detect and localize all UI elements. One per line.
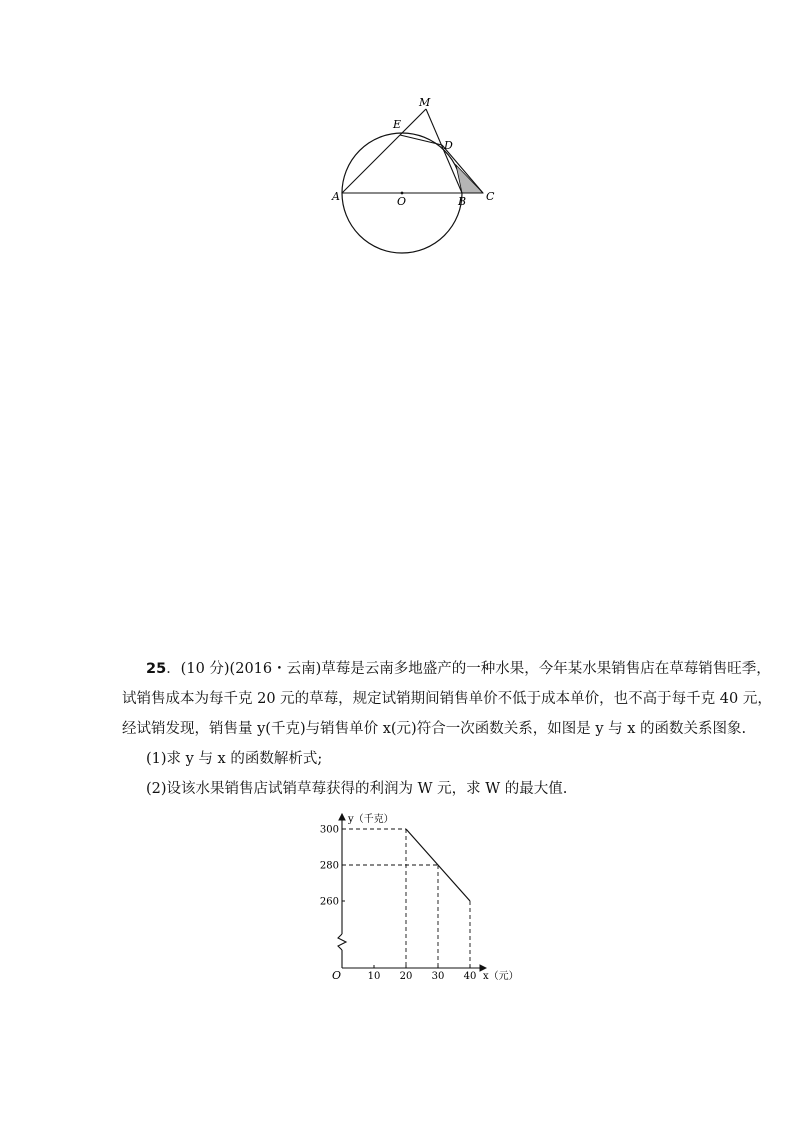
label-c: C: [486, 190, 495, 203]
subquestion-2: (2)设该水果销售店试销草莓获得的利润为 W 元，求 W 的最大值.: [146, 781, 568, 797]
tick-labels: [320, 825, 476, 983]
x-axis-label: x（元）: [483, 971, 519, 982]
x-tick-label-40: 40: [463, 971, 477, 982]
geometry-figure: [320, 88, 510, 258]
axis-break-icon: [338, 934, 346, 950]
subquestion-1: (1)求 y 与 x 的函数解析式;: [146, 751, 323, 767]
segment-em: [400, 109, 426, 135]
y-axis-label: y（千克）: [348, 814, 394, 825]
label-b: B: [458, 195, 467, 208]
y-tick-label-280: 280: [319, 860, 339, 872]
x-tick-label-10: 10: [367, 971, 381, 982]
label-d: D: [444, 139, 453, 152]
origin-label: O: [332, 969, 342, 982]
problem-line-2: 试销售成本为每千克 20 元的草莓，规定试销期间销售单价不低于成本单价，也不高于每千克 40 元，: [122, 691, 772, 707]
function-graph: [300, 808, 519, 983]
x-tick-label-20: 20: [399, 971, 413, 982]
center-point: [401, 192, 404, 195]
x-tick-label-30: 30: [431, 971, 445, 982]
problem-text-1: ．(10 分)(2016・云南)草莓是云南多地盛产的一种水果，今年某水果销售店在草莓销售旺季，: [166, 661, 771, 677]
axes: [338, 814, 486, 968]
problem-25: [122, 654, 772, 804]
question-number: 25: [146, 661, 167, 677]
label-m: M: [419, 96, 431, 109]
label-o: O: [397, 195, 407, 208]
problem-line-1: [122, 654, 771, 684]
segment-ae: [342, 135, 400, 193]
y-tick-label-260: 260: [319, 896, 339, 908]
y-tick-label-300: 300: [319, 824, 339, 836]
problem-line-3: 经试销发现，销售量 y(千克)与销售单价 x(元)符合一次函数关系，如图是 y 与 x 的函数关系图象.: [122, 721, 747, 737]
label-e: E: [393, 118, 402, 131]
label-a: A: [332, 190, 340, 203]
guide-lines: [342, 829, 470, 968]
